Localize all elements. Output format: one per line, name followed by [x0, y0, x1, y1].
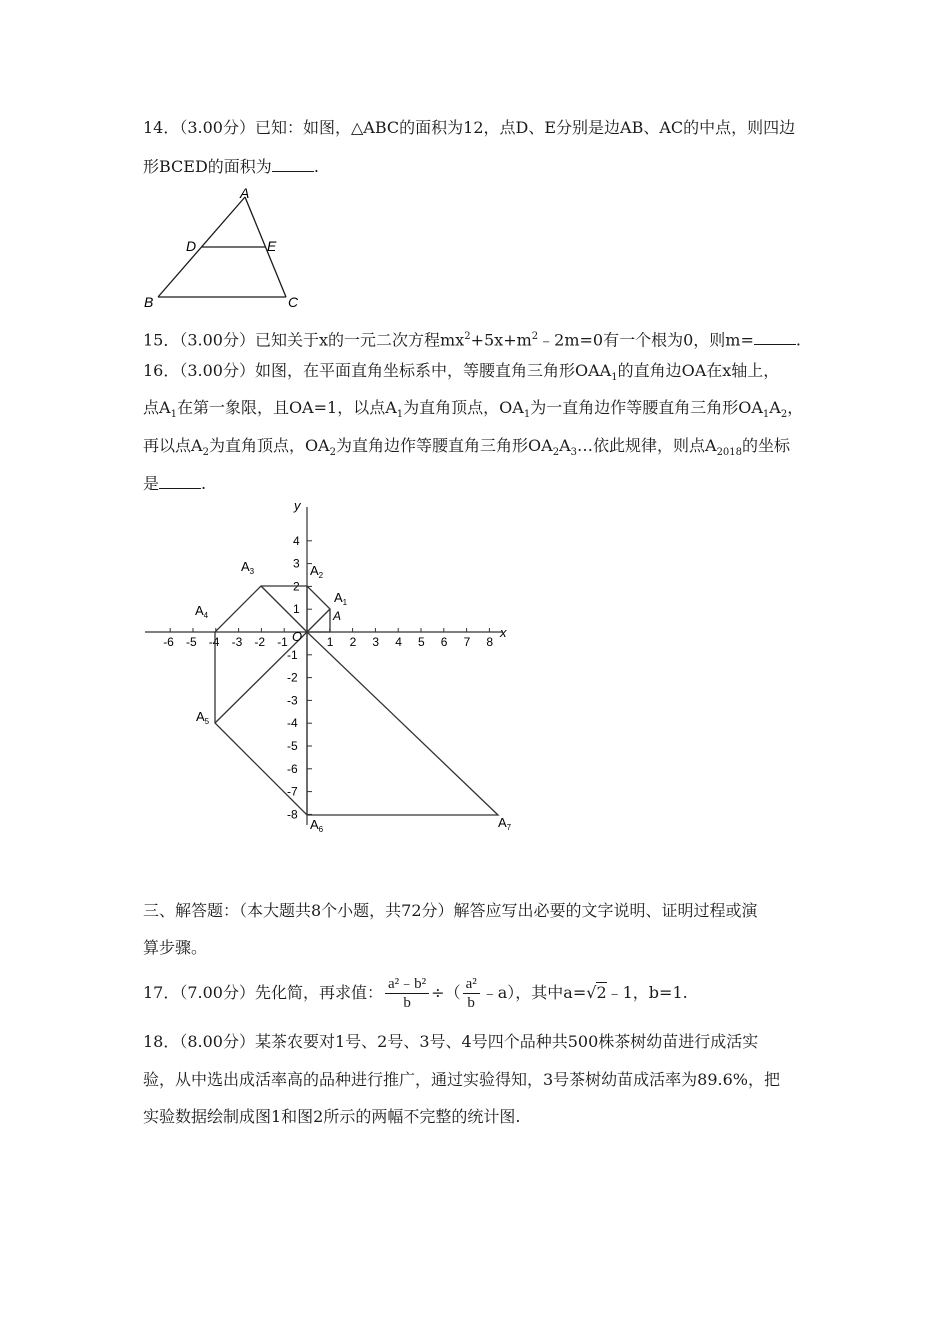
q16-l2-sub-b: 1 [396, 409, 404, 421]
q16-l4-end: . [201, 474, 207, 493]
x-tick-label: 3 [372, 635, 380, 649]
q18-line2: 验，从中选出成活率高的品种进行推广，通过实验得知，3号茶树幼苗成活率为89.6%，把 [143, 1070, 781, 1089]
x-tick-label: 7 [463, 635, 471, 649]
y-tick-label: 1 [293, 602, 300, 617]
q16-line2 [143, 398, 803, 425]
q15-sup1: 2 [464, 331, 471, 342]
q17-post: ﹣a），其中a= [481, 983, 587, 1002]
x-tick-label: -6 [163, 635, 174, 649]
q16-l4: 是 [143, 474, 160, 493]
q14-line2 [143, 157, 319, 177]
y-axis-label: y [294, 498, 301, 513]
y-tick-label: -5 [287, 739, 298, 753]
coordinate-graph [140, 495, 530, 840]
q17-frac1 [385, 975, 429, 1012]
q16-l2-sub-a: 1 [170, 409, 177, 421]
section3-line2: 算步骤。 [143, 938, 208, 957]
q16-l3-sub-e: 2018 [716, 447, 743, 459]
y-tick-label: -7 [287, 784, 298, 799]
point-A4-label: $A_4$ [195, 603, 209, 620]
q18-line1: 18．（8.00分）某茶农要对1号、2号、3号、4号四个品种共500株茶树幼苗进行成活实 [143, 1032, 759, 1051]
x-axis-label: x [500, 625, 507, 640]
label-B: B [144, 294, 154, 310]
y-tick-label: -4 [287, 716, 298, 731]
q17-end: ﹣1，b=1. [606, 983, 688, 1002]
q14-line2-end: . [313, 157, 319, 176]
q16-l2-sub-e: 2 [780, 409, 788, 421]
q16-answer-blank [159, 474, 201, 489]
q14-line1: 14．（3.00分）已知：如图，△ABC的面积为12，点D、E分别是边AB、AC的中点，则四边 [143, 118, 796, 137]
q16-l3-sub-d: 3 [570, 447, 577, 459]
q15-sup2: 2 [531, 331, 539, 342]
y-tick-label: -3 [287, 693, 298, 708]
q18-line3: 实验数据绘制成图1和图2所示的两幅不完整的统计图. [143, 1107, 521, 1126]
q16-line1 [143, 361, 779, 388]
point-A3-label: $A_3$ [241, 559, 255, 576]
y-tick-label: 3 [293, 556, 300, 571]
point-A-label: A [333, 609, 342, 623]
x-tick-label: -5 [186, 635, 197, 649]
y-tick-label: -6 [287, 761, 298, 776]
q16-l3-f: 的坐标 [742, 436, 791, 455]
origin-label: O [292, 629, 303, 644]
q17-frac1-top: a²﹣b² [385, 975, 429, 994]
q16-l2-e: A [769, 398, 781, 417]
x-tick-label: -3 [231, 635, 243, 649]
x-tick-label: 4 [395, 635, 402, 649]
q16-l2-a: 点A [143, 398, 171, 417]
point-A1-label: $A_1$ [334, 590, 348, 607]
q15-pre: 15．（3.00分）已知关于x的一元二次方程mx [143, 330, 465, 350]
y-tick-label: -8 [287, 807, 298, 822]
q16-l2-b: 在第一象限，且OA=1，以点A [176, 398, 397, 417]
q15-answer-blank [754, 330, 796, 345]
q14-line2-text: 形BCED的面积为 [143, 157, 272, 176]
x-tick-label: 1 [326, 635, 334, 649]
point-A5-label: $A_5$ [196, 709, 210, 726]
q14-answer-blank [272, 157, 314, 172]
q16-l2-sub-c: 1 [523, 409, 531, 421]
q16-line4 [143, 474, 206, 494]
q16-l2-sub-d: 1 [762, 409, 770, 421]
q15-mid2: ﹣2m=0有一个根为0，则m= [538, 330, 754, 350]
q17-sqrt-value: 2 [596, 983, 607, 1002]
q16-l3-d: A [559, 436, 571, 455]
q17-frac2-bot: b [467, 995, 475, 1011]
q16-line3 [143, 436, 790, 463]
point-A7-label: $A_7$ [498, 815, 512, 832]
label-D: D [186, 238, 197, 254]
q16-l3-a: 再以点A [143, 436, 203, 455]
x-tick-label: -4 [208, 635, 220, 649]
y-tick-label: 4 [293, 533, 300, 548]
q16-l2-c: 为直角顶点，OA [403, 398, 524, 417]
q17-frac2 [463, 975, 480, 1012]
y-tick-label: 2 [293, 579, 300, 594]
q17-frac2-top: a² [463, 975, 480, 994]
x-tick-label: -1 [277, 635, 288, 649]
q15-mid1: +5x+m [470, 330, 532, 350]
y-tick-label: -2 [287, 670, 298, 685]
q17-frac1-bot: b [403, 995, 411, 1011]
label-E: E [267, 238, 277, 254]
section3-line1: 三、解答题：（本大题共8个小题，共72分）解答应写出必要的文字说明、证明过程或演 [143, 901, 758, 920]
x-tick-label: 2 [349, 635, 357, 649]
x-tick-label: 8 [486, 635, 494, 649]
q16-l3-c: 为直角边作等腰直角三角形OA [336, 436, 553, 455]
q16-l2-d: 为一直角边作等腰直角三角形OA [530, 398, 763, 417]
x-tick-label: 5 [418, 635, 425, 649]
q17-line [143, 973, 688, 1013]
y-tick-label: -1 [287, 647, 298, 662]
point-A6-label: $A_6$ [310, 817, 324, 834]
q16-l3-sub-b: 2 [329, 447, 336, 459]
q15-end: . [795, 330, 801, 350]
sqrt-symbol: √ [586, 983, 597, 1002]
x-tick-label: 6 [440, 635, 448, 649]
q16-l3-sub-c: 2 [552, 447, 560, 459]
label-A: A [240, 185, 250, 201]
q17-pre: 17．（7.00分）先化简，再求值： [143, 983, 383, 1002]
q15-line [143, 327, 801, 350]
q16-l3-b: 为直角顶点，OA [208, 436, 330, 455]
point-A2-label: $A_2$ [310, 563, 324, 580]
triangle-figure [140, 185, 310, 313]
label-C: C [288, 294, 299, 310]
x-tick-label: -2 [254, 635, 266, 649]
q17-div: ÷（ [431, 983, 461, 1002]
q16-l3-e: …依此规律，则点A [577, 436, 717, 455]
q16-l2-f: ， [787, 398, 804, 417]
q16-l3-sub-a: 2 [202, 447, 209, 459]
q16-l1-pre: 16．（3.00分）如图，在平面直角坐标系中，等腰直角三角形OAA [143, 361, 612, 380]
q16-l1-sub: 1 [611, 372, 618, 384]
q16-l1-post: 的直角边OA在x轴上， [617, 361, 780, 380]
